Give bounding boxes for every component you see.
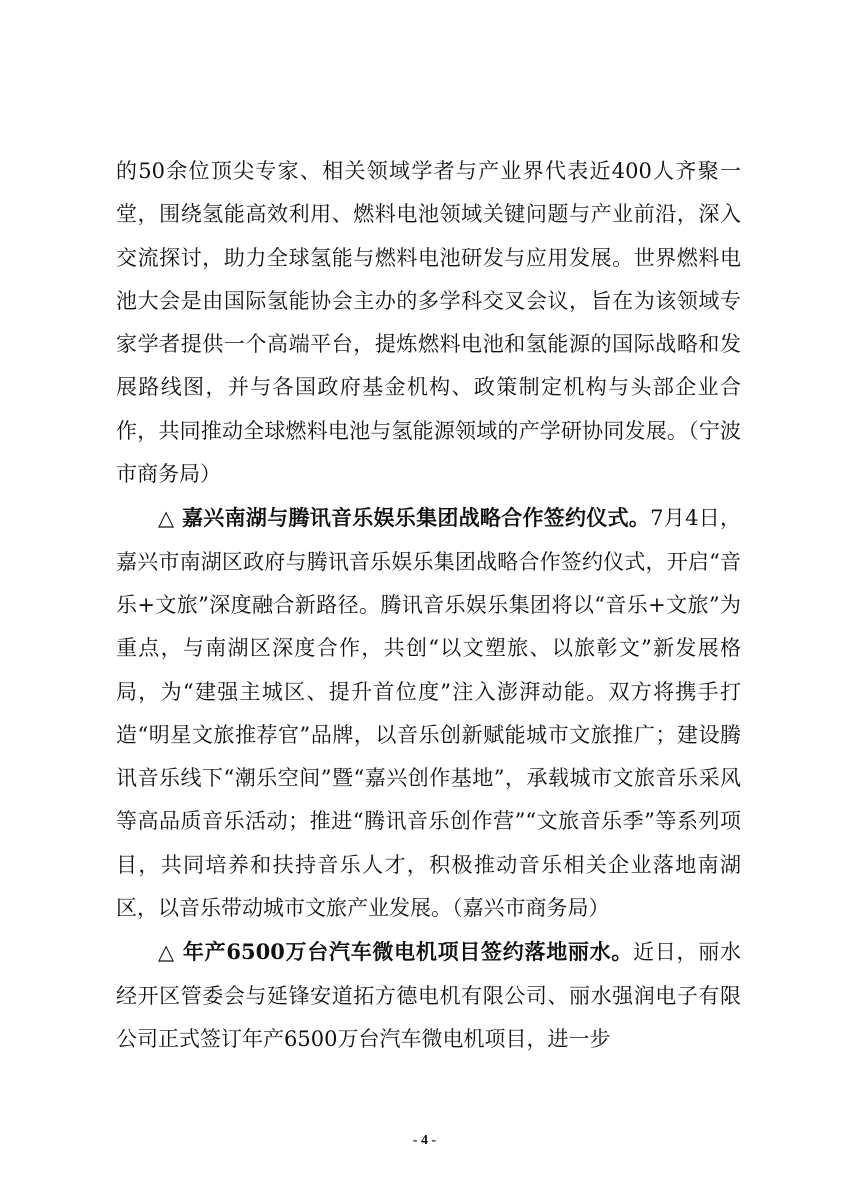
paragraph-headline: △ 嘉兴南湖与腾讯音乐娱乐集团战略合作签约仪式。 [158,505,651,531]
article-body [116,150,741,1061]
paragraph-continued [116,150,741,496]
page-number: - 4 - [412,1133,437,1148]
paragraph-text: 7月4日，嘉兴市南湖区政府与腾讯音乐娱乐集团战略合作签约仪式，开启“音乐+文旅”深度融合新路径。腾讯音乐娱乐集团将以“音乐+文旅”为重点，与南湖区深度合作，共创“以文塑旅、以旅彰文”新发展格局，为“建强主城区、提升首位度”注入澎湃动能。双方将携手打造“明星文旅推荐官”品牌，以音乐创新赋能城市文旅推广；建设腾讯音乐线下“潮乐空间”暨“嘉兴创作基地”，承载城市文旅音乐采风等高品质音乐活动；推进“腾讯音乐创作营”“文旅音乐季”等系列项目，共同培养和扶持音乐人才，积极推动音乐相关企业落地南湖区，以音乐带动城市文旅产业发展。（嘉兴市商务局） [116,506,741,921]
paragraph-text: 近日，丽水经开区管委会与延锋安道拓方德电机有限公司、丽水强润电子有限公司正式签订年产6500万台汽车微电机项目，进一步 [116,940,741,1051]
paragraph-text: 的50余位顶尖专家、相关领域学者与产业界代表近400人齐聚一堂，围绕氢能高效利用、燃料电池领域关键问题与产业前沿，深入交流探讨，助力全球氢能与燃料电池研发与应用发展。世界燃料电池大会是由国际氢能协会主办的多学科交叉会议，旨在为该领域专家学者提供一个高端平台，提炼燃料电池和氢能源的国际战略和发展路线图，并与各国政府基金机构、政策制定机构与头部企业合作，共同推动全球燃料电池与氢能源领域的产学研协同发展。（宁波市商务局） [116,159,741,487]
paragraph-headline: △ 年产6500万台汽车微电机项目签约落地丽水。 [158,939,634,965]
paragraph-lishui-motor [116,930,741,1061]
paragraph-jiaxing-nanhu [116,496,741,930]
